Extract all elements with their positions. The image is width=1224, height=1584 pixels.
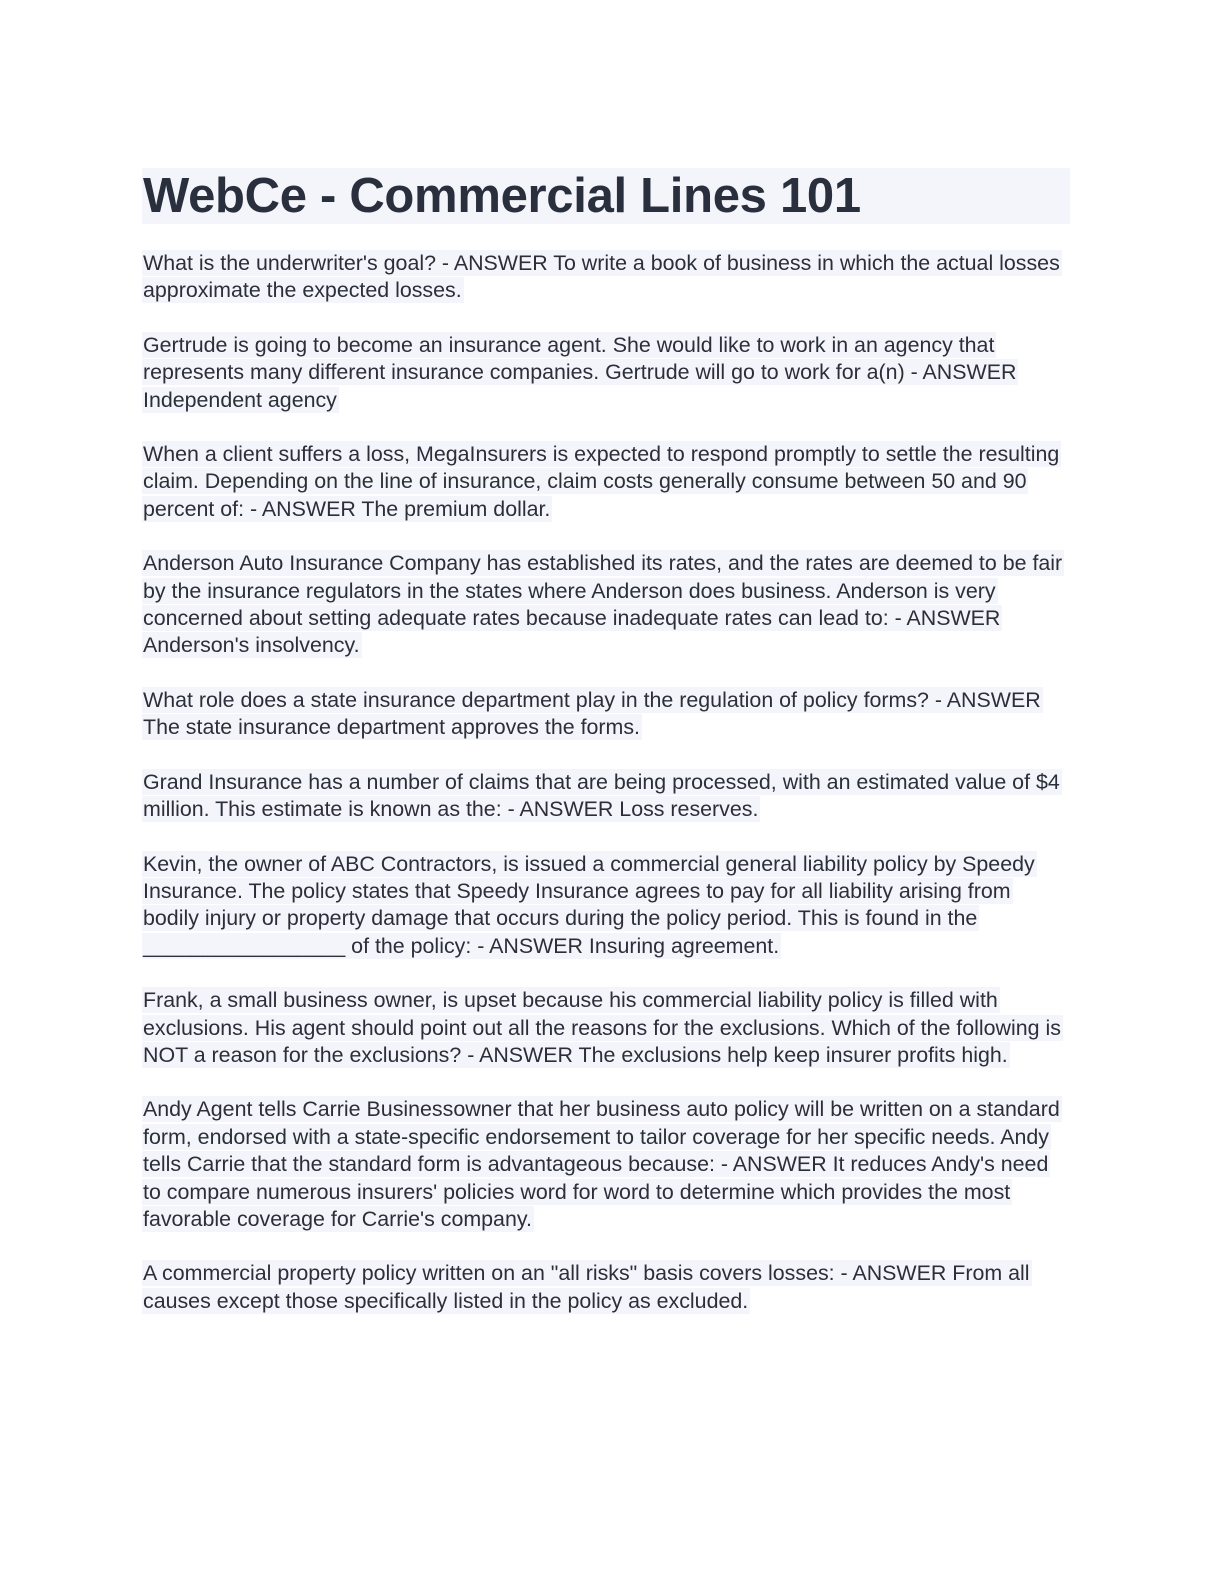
qa-item-text: Frank, a small business owner, is upset because his commercial liability policy is filled with exclusions. His agent should point out all the reasons for the exclusions. Which of the following is NOT a reason for the exclusions? - ANSWER The exclusions help keep insurer profits high. — [143, 988, 1061, 1067]
qa-item-text: Grand Insurance has a number of claims that are being processed, with an estimated value of $4 million. This estimate is known as the: - ANSWER Loss reserves. — [143, 769, 1060, 822]
qa-item-text: When a client suffers a loss, MegaInsurers is expected to respond promptly to settle the resulting claim. Depending on the line of insurance, claim costs generally consume between 50 and 90 percent of: - ANSWER The premium dollar. — [143, 442, 1060, 521]
qa-item-6 — [142, 769, 1070, 824]
qa-item-3 — [142, 441, 1070, 523]
document-page — [142, 168, 1070, 1342]
qa-item-5 — [142, 687, 1070, 742]
document-title: WebCe - Commercial Lines 101 — [142, 168, 1070, 224]
qa-item-9 — [142, 1096, 1070, 1233]
qa-item-text: Gertrude is going to become an insurance agent. She would like to work in an agency that represents many different insurance companies. Gertrude will go to work for a(n) - ANSWER Independent agency — [143, 332, 1017, 412]
qa-item-1 — [142, 250, 1070, 305]
qa-item-8 — [142, 987, 1070, 1069]
qa-item-text: What is the underwriter's goal? - ANSWER To write a book of business in which the actual losses approximate the expected losses. — [143, 251, 1060, 303]
qa-item-7 — [142, 851, 1070, 961]
qa-item-text: Anderson Auto Insurance Company has established its rates, and the rates are deemed to be fair by the insurance regulators in the states where Anderson does business. Anderson is very concerned about setting adequate rates because inadequate rates can lead to: - ANSWER Anderson's insolvency. — [143, 551, 1063, 658]
qa-item-4 — [142, 550, 1070, 660]
qa-item-text: Kevin, the owner of ABC Contractors, is issued a commercial general liability policy by Speedy Insurance. The policy states that Speedy Insurance agrees to pay for all liability arising from bodily injury or property damage that occurs during the policy period. This is found in the _________________ of the policy: - ANSWER Insuring agreement. — [143, 851, 1035, 958]
qa-item-text: What role does a state insurance department play in the regulation of policy forms? - ANSWER The state insurance department approves the forms. — [143, 687, 1041, 740]
qa-item-10 — [142, 1260, 1070, 1315]
qa-item-text: Andy Agent tells Carrie Businessowner that her business auto policy will be written on a standard form, endorsed with a state-specific endorsement to tailor coverage for her specific needs. Andy tells Carrie that the standard form is advantageous because: - ANSWER It reduces Andy's need to compare numerous insurers' policies word for word to determine which provides the most favorable coverage for Carrie's company. — [143, 1097, 1060, 1231]
qa-list — [142, 250, 1070, 1315]
qa-item-2 — [142, 332, 1070, 414]
qa-item-text: A commercial property policy written on an "all risks" basis covers losses: - ANSWER From all causes except those specifically listed in the policy as excluded. — [143, 1261, 1030, 1313]
